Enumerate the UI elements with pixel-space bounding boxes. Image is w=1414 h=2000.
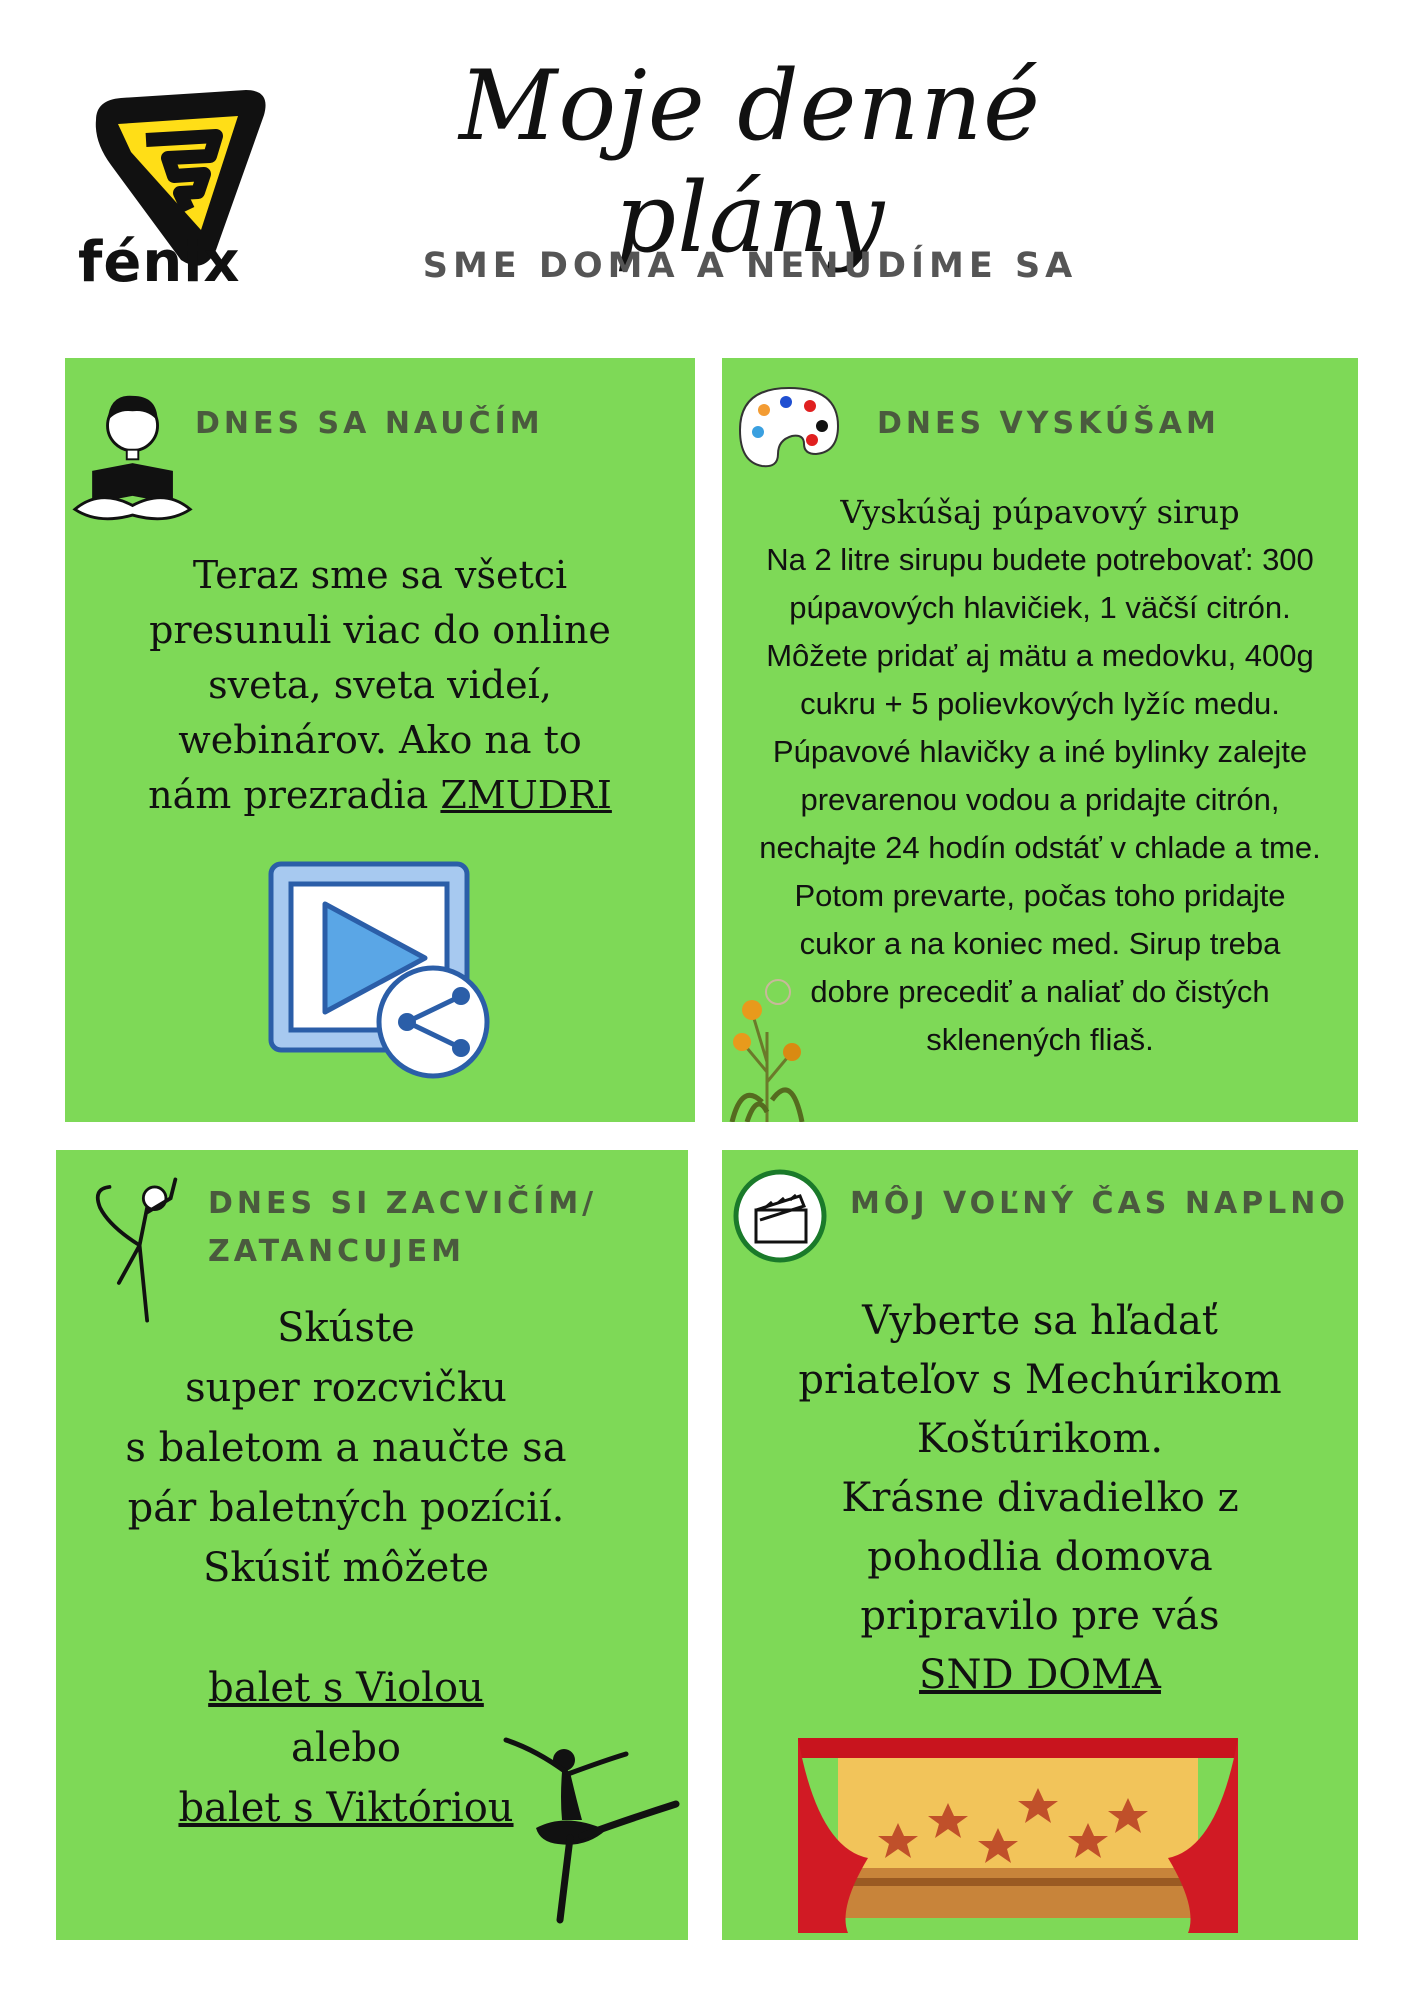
clapperboard-icon (730, 1166, 830, 1266)
text-line: priateľov s Mechúrikom (798, 1357, 1282, 1403)
palette-icon (734, 382, 844, 472)
panel-exercise (56, 1150, 688, 1940)
text-line: Krásne divadielko z (841, 1475, 1239, 1521)
text-line: nechajte 24 hodín odstáť v chlade a tme. (759, 830, 1321, 865)
heading-line: DNES SI ZACVIČÍM/ (208, 1186, 598, 1221)
ballerina-icon (496, 1720, 686, 1930)
page-subtitle: SME DOMA A NENUDÍME SA (422, 246, 1078, 286)
text-line (65, 768, 695, 823)
text-line: Vyberte sa hľadať (862, 1298, 1218, 1344)
recipe-title: Vyskúšaj púpavový sirup (840, 493, 1240, 531)
snd-doma-link[interactable]: SND DOMA (919, 1652, 1161, 1698)
panel-learn (65, 358, 695, 1122)
text-line: Púpavové hlavičky a iné bylinky zalejte (772, 734, 1308, 769)
text-line: presunuli viac do online (149, 608, 611, 652)
text-line: Na 2 litre sirupu budete potrebovať: 300 (766, 542, 1314, 577)
panel-try-text (722, 536, 1358, 1064)
page-title: Moje denné plány (459, 50, 1041, 274)
heading-line: ZATANCUJEM (208, 1234, 465, 1269)
text-line: prevarenou vodou a pridajte citrón, (800, 782, 1280, 817)
text-line: Koštúrikom. (916, 1416, 1164, 1462)
text-line: cukru + 5 polievkových lyžíc medu. (800, 686, 1280, 721)
text-line: super rozcvičku (185, 1365, 507, 1411)
text-line: dobre precediť a naliať do čistých (810, 974, 1270, 1009)
text-line: sklenených fliaš. (926, 1022, 1154, 1057)
panel-learn-heading: DNES SA NAUČÍM (195, 406, 544, 441)
text-line: pripravilo pre vás (860, 1593, 1220, 1639)
panel-exercise-heading (208, 1180, 597, 1276)
text-line: Môžete pridať aj mätu a medovku, 400g (766, 638, 1314, 673)
text-line: Potom prevarte, počas toho pridajte (794, 878, 1286, 913)
text-line: púpavových hlavičiek, 1 väčší citrón. (789, 590, 1291, 625)
video-share-icon[interactable] (265, 858, 495, 1088)
dandelion-icon (722, 972, 812, 1122)
zmudri-link[interactable]: ZMUDRI (440, 773, 612, 817)
balet-viola-link[interactable]: balet s Violou (208, 1665, 484, 1711)
text-line: s baletom a naučte sa (125, 1425, 567, 1471)
text-line: alebo (291, 1725, 401, 1771)
text-line: Teraz sme sa všetci (192, 553, 568, 597)
theater-stage-icon (798, 1728, 1238, 1938)
panel-learn-text (65, 548, 695, 823)
reading-child-icon (71, 382, 196, 527)
panel-free-heading: MÔJ VOĽNÝ ČAS NAPLNO (850, 1186, 1349, 1221)
panel-try-heading: DNES VYSKÚŠAM (877, 406, 1220, 441)
text-line: webinárov. Ako na to (178, 718, 582, 762)
text-line: pohodlia domova (867, 1534, 1213, 1580)
logo-text: fénix (78, 230, 241, 295)
balet-viktoria-link[interactable]: balet s Viktóriou (178, 1785, 514, 1831)
panel-free (722, 1150, 1358, 1940)
panel-try (722, 358, 1358, 1122)
panel-free-text (722, 1292, 1358, 1705)
text-line: sveta, sveta videí, (208, 663, 552, 707)
text-line: cukor a na koniec med. Sirup treba (799, 926, 1281, 961)
text-prefix: nám prezradia (148, 773, 441, 817)
text-line: Skúste (277, 1305, 415, 1351)
text-line: Skúsiť môžete (202, 1545, 489, 1591)
text-line: pár baletných pozícií. (127, 1485, 565, 1531)
